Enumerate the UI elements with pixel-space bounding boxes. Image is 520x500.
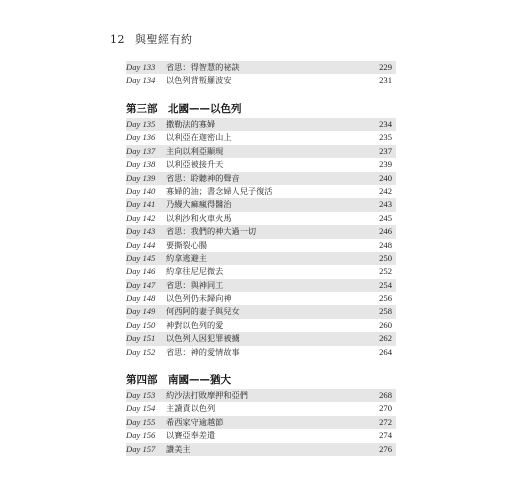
day-label: Day 139 <box>126 172 156 183</box>
entry-title: 省思：得智慧的祕訣 <box>166 62 240 72</box>
toc-entry <box>126 239 396 252</box>
section-title: 第三部 北國——以色列 <box>126 103 242 115</box>
entry-page-number: 262 <box>379 333 392 344</box>
entry-page-number: 260 <box>379 319 392 330</box>
entry-page-number: 235 <box>379 132 392 143</box>
day-label: Day 138 <box>126 159 156 170</box>
toc-entry <box>126 172 396 185</box>
entry-title: 撒勒法的寡婦 <box>166 119 216 129</box>
entry-title: 省思：聆聽神的聲音 <box>166 172 240 183</box>
day-label: Day 140 <box>126 185 156 196</box>
entry-title: 乃縵大痲瘋得醫治 <box>166 199 232 210</box>
day-label: Day 151 <box>126 333 156 344</box>
entry-title: 以色列背叛羅波安 <box>166 75 232 86</box>
entry-page-number: 234 <box>379 119 392 129</box>
toc-entry <box>126 332 396 345</box>
entry-title: 主讀責以色列 <box>166 403 216 414</box>
toc-entry <box>126 145 396 158</box>
entry-title: 省思：與神同工 <box>166 279 224 290</box>
entry-title: 何西阿的妻子與兒女 <box>166 306 240 317</box>
toc-entry <box>126 198 396 211</box>
entry-page-number: 242 <box>379 185 392 196</box>
entry-page-number: 248 <box>379 239 392 250</box>
entry-title: 約沙法打敗摩押和亞們 <box>166 390 248 400</box>
toc-entry <box>126 212 396 225</box>
day-label: Day 154 <box>126 403 156 414</box>
entry-title: 約拿往尼尼微去 <box>166 266 224 277</box>
day-label: Day 156 <box>126 430 156 441</box>
toc-entry <box>126 305 396 318</box>
entry-page-number: 268 <box>379 390 392 400</box>
entry-title: 希西家守逾越節 <box>166 416 224 427</box>
day-label: Day 134 <box>126 75 156 86</box>
day-label: Day 148 <box>126 293 156 304</box>
entry-title: 神對以色列的愛 <box>166 319 224 330</box>
entry-title: 寡婦的油；書念婦人兒子復活 <box>166 185 273 196</box>
toc-entry <box>126 319 396 332</box>
entry-title: 以利亞被接升天 <box>166 159 224 170</box>
toc-entry <box>126 118 396 131</box>
entry-title: 以色列仍未歸向神 <box>166 293 232 304</box>
day-label: Day 152 <box>126 346 156 357</box>
day-label: Day 150 <box>126 319 156 330</box>
toc-entry <box>126 443 396 456</box>
entry-title: 以色列人因犯罪被擄 <box>166 333 240 344</box>
toc-entry <box>126 429 396 442</box>
page-number: 12 <box>110 33 125 46</box>
day-label: Day 149 <box>126 306 156 317</box>
toc-section <box>126 61 396 88</box>
toc-entry <box>126 74 396 87</box>
day-label: Day 137 <box>126 145 156 156</box>
entry-title: 以利亞在迦密山上 <box>166 132 232 143</box>
day-label: Day 142 <box>126 212 156 223</box>
toc-section <box>126 102 396 359</box>
entry-page-number: 239 <box>379 159 392 170</box>
entry-page-number: 240 <box>379 172 392 183</box>
day-label: Day 144 <box>126 239 156 250</box>
toc-entry <box>126 346 396 359</box>
entry-title: 以利沙和火車火馬 <box>166 212 232 223</box>
toc-entry <box>126 225 396 238</box>
toc-entry <box>126 279 396 292</box>
toc-entry <box>126 416 396 429</box>
entry-page-number: 252 <box>379 266 392 277</box>
entry-title: 約拿逃避主 <box>166 252 207 263</box>
entry-page-number: 264 <box>379 346 392 357</box>
entry-page-number: 250 <box>379 252 392 263</box>
running-header <box>110 31 193 47</box>
entry-page-number: 237 <box>379 145 392 156</box>
entry-page-number: 272 <box>379 416 392 427</box>
entry-page-number: 243 <box>379 199 392 210</box>
day-label: Day 135 <box>126 119 156 129</box>
toc-entry <box>126 292 396 305</box>
toc-entry <box>126 265 396 278</box>
toc-entry <box>126 158 396 171</box>
entry-title: 省思：神的愛情故事 <box>166 346 240 357</box>
entry-page-number: 246 <box>379 226 392 237</box>
entry-page-number: 256 <box>379 293 392 304</box>
day-label: Day 141 <box>126 199 156 210</box>
entry-page-number: 231 <box>379 75 392 86</box>
day-label: Day 147 <box>126 279 156 290</box>
toc-entry <box>126 402 396 415</box>
day-label: Day 157 <box>126 443 156 454</box>
section-title: 第四部 南國——猶大 <box>126 374 231 386</box>
day-label: Day 146 <box>126 266 156 277</box>
entry-title: 要撕裂心腸 <box>166 239 207 250</box>
toc-entry <box>126 389 396 402</box>
entry-page-number: 270 <box>379 403 392 414</box>
entry-page-number: 229 <box>379 62 392 72</box>
entry-title: 以賽亞奉差遣 <box>166 430 216 441</box>
entry-page-number: 258 <box>379 306 392 317</box>
day-label: Day 133 <box>126 62 156 72</box>
entry-page-number: 245 <box>379 212 392 223</box>
book-title: 與聖經有約 <box>135 33 193 46</box>
day-label: Day 145 <box>126 252 156 263</box>
toc-entry <box>126 61 396 74</box>
toc-entry <box>126 131 396 144</box>
entry-title: 主向以利亞顯現 <box>166 145 224 156</box>
day-label: Day 153 <box>126 390 156 400</box>
entry-page-number: 274 <box>379 430 392 441</box>
entry-page-number: 254 <box>379 279 392 290</box>
day-label: Day 143 <box>126 226 156 237</box>
entry-page-number: 276 <box>379 443 392 454</box>
entry-title: 省思：我們的神大過一切 <box>166 226 257 237</box>
toc-entry <box>126 185 396 198</box>
entry-title: 讚美主 <box>166 443 191 454</box>
toc-entry <box>126 252 396 265</box>
toc-section <box>126 373 396 456</box>
day-label: Day 136 <box>126 132 156 143</box>
day-label: Day 155 <box>126 416 156 427</box>
